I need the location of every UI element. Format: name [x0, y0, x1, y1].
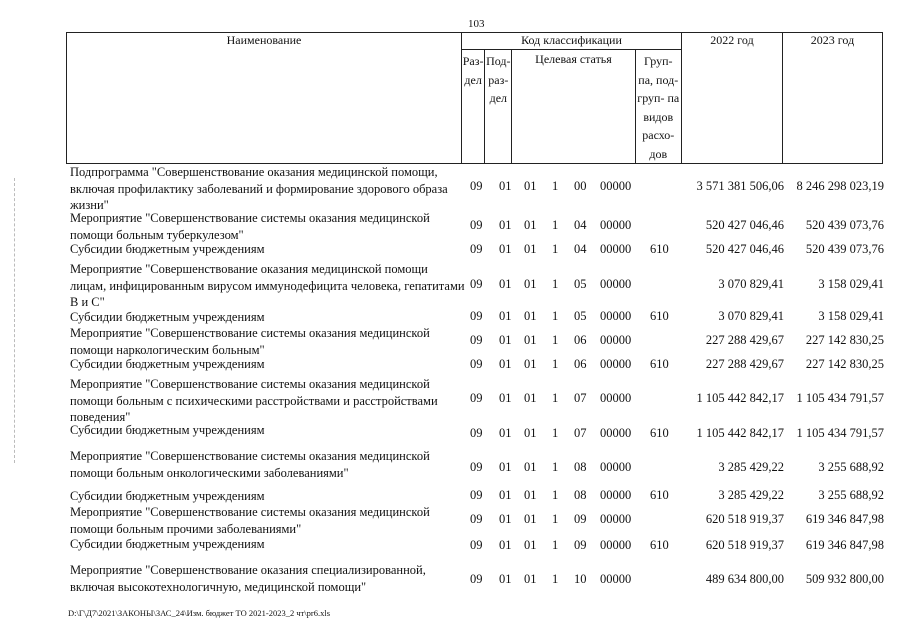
row-code-d: 00000 [600, 309, 632, 323]
row-name: Мероприятие "Совершенствование оказания специализированной, включая высокотехнологичную, медицинской помощи" [70, 563, 426, 594]
table-row [0, 309, 905, 325]
row-value-2022: 620 518 919,37 [705, 538, 784, 552]
row-code-c: 07 [574, 426, 587, 440]
row-code-d: 00000 [600, 333, 632, 347]
row-code-c: 07 [574, 391, 587, 405]
row-code-a: 01 [524, 572, 537, 586]
row-code-c: 08 [574, 488, 587, 502]
row-code-p: 01 [499, 460, 512, 474]
row-code-a: 01 [524, 357, 537, 371]
row-code-b: 1 [552, 357, 559, 371]
row-code-r: 09 [470, 218, 483, 232]
row-value-2023: 3 158 029,41 [818, 277, 884, 291]
row-name: Подпрограмма "Совершенствование оказания медицинской помощи, включая профилактику заболеваний и формирование здорового образа жизни" [70, 165, 448, 212]
row-code-d: 00000 [600, 242, 632, 256]
row-value-2023: 520 439 073,76 [805, 218, 884, 232]
row-code-c: 05 [574, 309, 587, 323]
row-value-2023: 227 142 830,25 [805, 333, 884, 347]
row-code-d: 00000 [600, 426, 632, 440]
row-code-b: 1 [552, 512, 559, 526]
row-code-d: 00000 [600, 512, 632, 526]
row-code-a: 01 [524, 488, 537, 502]
row-value-2023: 8 246 298 023,19 [796, 179, 884, 193]
row-code-p: 01 [499, 512, 512, 526]
row-code-p: 01 [499, 179, 512, 193]
row-code-a: 01 [524, 512, 537, 526]
row-code-c: 09 [574, 512, 587, 526]
table-row [0, 562, 905, 598]
row-code-d: 00000 [600, 572, 632, 586]
row-code-b: 1 [552, 179, 559, 193]
row-value-2023: 3 255 688,92 [818, 488, 884, 502]
header-2022: 2022 год [682, 33, 783, 164]
row-code-d: 00000 [600, 538, 632, 552]
row-code-c: 00 [574, 179, 587, 193]
row-code-b: 1 [552, 333, 559, 347]
header-code: Код классификации [462, 33, 682, 50]
row-value-2023: 1 105 434 791,57 [796, 426, 884, 440]
row-code-c: 04 [574, 218, 587, 232]
row-code-r: 09 [470, 357, 483, 371]
table-row [0, 488, 905, 504]
row-code-b: 1 [552, 488, 559, 502]
row-code-c: 06 [574, 357, 587, 371]
row-code-g: 610 [650, 357, 669, 371]
row-name: Субсидии бюджетным учреждениям [70, 310, 265, 324]
row-code-a: 01 [524, 218, 537, 232]
row-code-b: 1 [552, 426, 559, 440]
row-value-2022: 620 518 919,37 [705, 512, 784, 526]
table-row [0, 325, 905, 356]
header-target: Целевая статья [512, 50, 635, 164]
row-value-2022: 227 288 429,67 [705, 333, 784, 347]
header-2023: 2023 год [783, 33, 883, 164]
row-name: Субсидии бюджетным учреждениям [70, 423, 265, 437]
table-row [0, 448, 905, 488]
row-value-2023: 3 255 688,92 [818, 460, 884, 474]
row-code-p: 01 [499, 426, 512, 440]
row-value-2022: 227 288 429,67 [705, 357, 784, 371]
row-code-d: 00000 [600, 488, 632, 502]
row-value-2022: 1 105 442 842,17 [696, 391, 784, 405]
row-value-2022: 520 427 046,46 [705, 242, 784, 256]
row-code-b: 1 [552, 572, 559, 586]
header-podrazdel: Под- раз- дел [485, 50, 512, 164]
row-code-a: 01 [524, 179, 537, 193]
row-code-r: 09 [470, 572, 483, 586]
row-code-p: 01 [499, 357, 512, 371]
row-value-2023: 509 932 800,00 [805, 572, 884, 586]
table-row [0, 210, 905, 241]
row-value-2023: 520 439 073,76 [805, 242, 884, 256]
row-name: Субсидии бюджетным учреждениям [70, 537, 265, 551]
row-code-r: 09 [470, 488, 483, 502]
row-code-d: 00000 [600, 218, 632, 232]
row-code-a: 01 [524, 309, 537, 323]
row-code-d: 00000 [600, 277, 632, 291]
row-code-c: 04 [574, 242, 587, 256]
row-value-2022: 3 070 829,41 [718, 277, 784, 291]
row-value-2022: 3 571 381 506,06 [696, 179, 784, 193]
row-value-2023: 3 158 029,41 [818, 309, 884, 323]
row-value-2023: 619 346 847,98 [805, 538, 884, 552]
row-code-r: 09 [470, 242, 483, 256]
row-code-a: 01 [524, 391, 537, 405]
row-name: Субсидии бюджетным учреждениям [70, 242, 265, 256]
row-name: Мероприятие "Совершенствование системы оказания медицинской помощи больным с психическими расстройствами и расстройствами поведения" [70, 377, 438, 424]
row-name: Мероприятие "Совершенствование системы оказания медицинской помощи наркологическим больным" [70, 326, 430, 357]
row-code-g: 610 [650, 488, 669, 502]
row-code-p: 01 [499, 572, 512, 586]
row-code-p: 01 [499, 277, 512, 291]
row-name: Мероприятие "Совершенствование системы оказания медицинской помощи больным туберкулезом" [70, 211, 430, 242]
table-row [0, 356, 905, 374]
row-code-a: 01 [524, 426, 537, 440]
row-code-c: 10 [574, 572, 587, 586]
row-name: Мероприятие "Совершенствование системы оказания медицинской помощи больным онкологическими заболеваниями" [70, 449, 430, 480]
row-code-p: 01 [499, 333, 512, 347]
row-value-2022: 520 427 046,46 [705, 218, 784, 232]
row-code-c: 05 [574, 277, 587, 291]
row-value-2022: 489 634 800,00 [705, 572, 784, 586]
row-value-2023: 227 142 830,25 [805, 357, 884, 371]
table-row [0, 536, 905, 556]
row-code-p: 01 [499, 242, 512, 256]
table-row [0, 376, 905, 422]
row-value-2022: 1 105 442 842,17 [696, 426, 784, 440]
row-name: Субсидии бюджетным учреждениям [70, 357, 265, 371]
row-code-g: 610 [650, 242, 669, 256]
row-code-g: 610 [650, 538, 669, 552]
table-row [0, 504, 905, 536]
row-code-d: 00000 [600, 179, 632, 193]
row-code-p: 01 [499, 309, 512, 323]
page-number: 103 [468, 18, 485, 30]
row-value-2023: 619 346 847,98 [805, 512, 884, 526]
header-group: Груп- па, под- груп- па видов расхо- дов [635, 50, 681, 164]
row-code-r: 09 [470, 179, 483, 193]
header-name: Наименование [67, 33, 462, 164]
row-code-d: 00000 [600, 391, 632, 405]
row-code-d: 00000 [600, 357, 632, 371]
row-code-r: 09 [470, 512, 483, 526]
row-code-r: 09 [470, 309, 483, 323]
table-row [0, 422, 905, 446]
row-code-r: 09 [470, 391, 483, 405]
table-row [0, 261, 905, 309]
table-row [0, 164, 905, 210]
row-code-r: 09 [470, 333, 483, 347]
row-value-2023: 1 105 434 791,57 [796, 391, 884, 405]
row-code-p: 01 [499, 488, 512, 502]
row-code-g: 610 [650, 309, 669, 323]
row-code-p: 01 [499, 218, 512, 232]
row-code-a: 01 [524, 242, 537, 256]
row-value-2022: 3 285 429,22 [718, 488, 784, 502]
row-code-r: 09 [470, 538, 483, 552]
file-path-footer: D:\Г\Д7\2021\ЗАКОНЫ\ЗАС_24\Изм. бюджет ТО 2021-2023_2 чт\pr6.xls [68, 608, 331, 618]
row-code-c: 06 [574, 333, 587, 347]
row-code-a: 01 [524, 333, 537, 347]
row-code-b: 1 [552, 538, 559, 552]
row-code-c: 09 [574, 538, 587, 552]
row-code-r: 09 [470, 426, 483, 440]
row-code-a: 01 [524, 460, 537, 474]
row-name: Мероприятие "Совершенствование оказания медицинской помощи лицам, инфицированным вирусом иммунодефицита человека, гепатитами В и С" [70, 262, 465, 309]
margin-binding-marks [14, 178, 17, 463]
row-name: Субсидии бюджетным учреждениям [70, 489, 265, 503]
row-code-p: 01 [499, 538, 512, 552]
row-code-g: 610 [650, 426, 669, 440]
row-code-c: 08 [574, 460, 587, 474]
row-code-a: 01 [524, 538, 537, 552]
row-code-r: 09 [470, 277, 483, 291]
row-code-r: 09 [470, 460, 483, 474]
header-razdel: Раз- дел [462, 50, 485, 164]
row-code-a: 01 [524, 277, 537, 291]
row-code-b: 1 [552, 460, 559, 474]
row-code-b: 1 [552, 391, 559, 405]
row-value-2022: 3 070 829,41 [718, 309, 784, 323]
row-code-b: 1 [552, 218, 559, 232]
row-code-d: 00000 [600, 460, 632, 474]
row-code-b: 1 [552, 242, 559, 256]
row-code-b: 1 [552, 309, 559, 323]
row-name: Мероприятие "Совершенствование системы оказания медицинской помощи больным прочими заболеваниями" [70, 505, 430, 536]
row-code-b: 1 [552, 277, 559, 291]
table-row [0, 241, 905, 259]
row-value-2022: 3 285 429,22 [718, 460, 784, 474]
row-code-p: 01 [499, 391, 512, 405]
